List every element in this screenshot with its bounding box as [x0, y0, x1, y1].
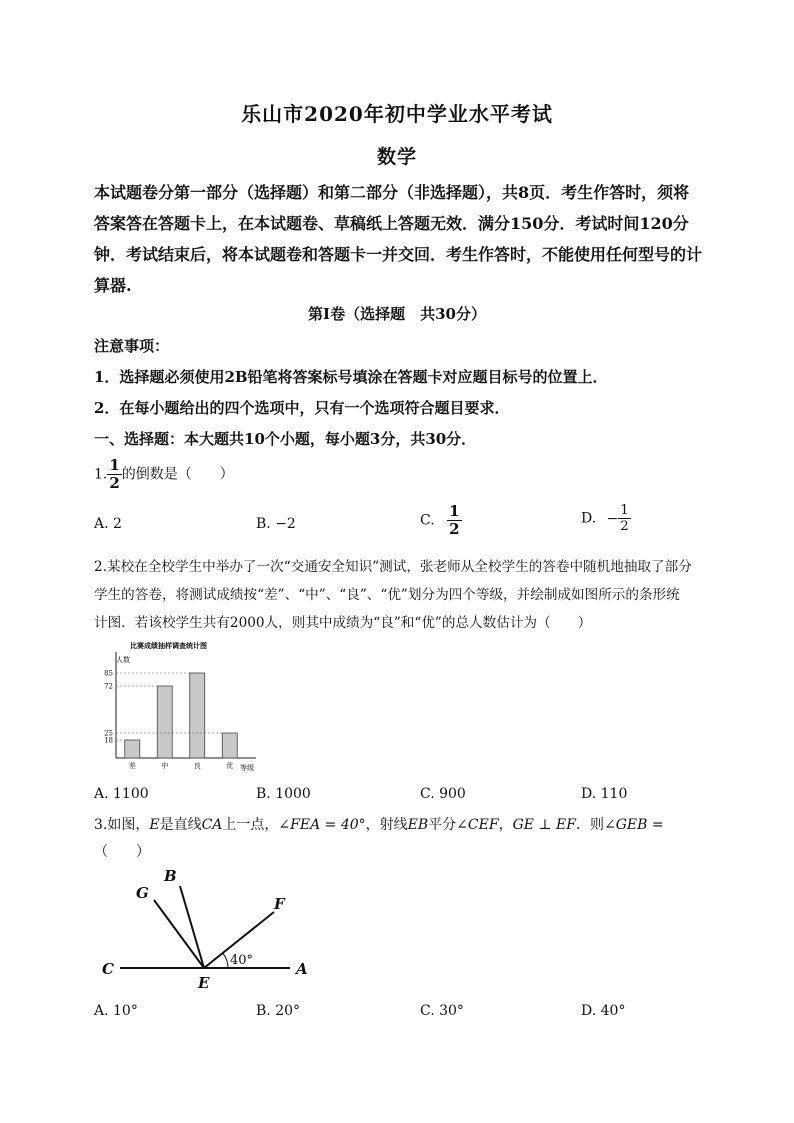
bar: [125, 740, 140, 758]
q3-answer-paren: （ ）: [94, 844, 150, 860]
q3-stem: 3.如图，E是直线CA上一点，∠FEA = 40°，射线EB平分∠CEF，GE ⊥ EF．则∠GEB =: [94, 817, 664, 833]
x-tick-label: 中: [161, 762, 169, 770]
q3-option-a: A. 10°: [94, 1003, 138, 1019]
note-2: 2．在每小题给出的四个选项中，只有一个选项符合题目要求．: [94, 399, 510, 417]
label-g: G: [136, 884, 149, 902]
intro-line-4: 算器.: [94, 276, 132, 295]
chart-x-label: 等级: [240, 764, 254, 772]
y-tick-label: 85: [104, 669, 113, 678]
bar-chart: [94, 636, 274, 781]
q2-option-a: A. 1100: [94, 786, 149, 802]
q1-option-d: D. − $\frac{1}{2}$: [581, 503, 629, 534]
q2-line-3: 计图．若该校学生共有2000人，则其中成绩为“良”和“优”的总人数估计为（ ）: [94, 615, 592, 631]
intro-line-1: 本试题卷分第一部分（选择题）和第二部分（非选择题），共8页．考生作答时，须将: [94, 183, 690, 202]
bar: [222, 733, 237, 758]
chart-title: 比赛成绩抽样调查统计图: [130, 641, 207, 650]
label-b: B: [164, 867, 177, 885]
label-c: C: [102, 960, 114, 978]
q1-option-b: B. −2: [256, 516, 296, 532]
y-tick-label: 25: [104, 729, 113, 738]
q1-option-a: A. 2: [94, 516, 122, 532]
x-tick-label: 良: [193, 762, 201, 770]
q2-option-b: B. 1000: [256, 786, 311, 802]
q2-line-2: 学生的答卷，将测试成绩按“差”、“中”、“良”、“优”划分为四个等级，并绘制成如图所示的条形统: [94, 587, 680, 603]
subject-title: 数学: [376, 146, 417, 168]
x-tick-label: 差: [128, 762, 136, 770]
q2-line-1: 2.某校在全校学生中举办了一次“交通安全知识”测试，张老师从全校学生的答卷中随机地抽取了部分: [94, 559, 692, 575]
q2-option-d: D. 110: [581, 786, 628, 802]
question-1-stem: [94, 458, 234, 491]
bar: [190, 673, 205, 758]
angle-label: 40°: [230, 953, 254, 968]
y-tick-label: 18: [104, 736, 113, 745]
angle-arc: [223, 953, 228, 968]
chart-y-label: 人数: [116, 656, 130, 664]
bar: [157, 686, 172, 758]
ray-eg: [154, 900, 204, 968]
label-e: E: [198, 974, 210, 992]
q1-option-c: C. $\frac{1}{2}$: [420, 502, 460, 538]
x-tick-label: 优: [226, 762, 234, 770]
ray-eb: [180, 886, 204, 968]
section-heading: 一、选择题：本大题共10个小题，每小题3分，共30分．: [94, 430, 477, 448]
q3-option-b: B. 20°: [256, 1003, 301, 1019]
label-f: F: [274, 895, 285, 913]
intro-line-2: 答案答在答题卡上，在本试题卷、草稿纸上答题无效．满分150分．考试时间120分: [94, 214, 689, 233]
q3-option-c: C. 30°: [420, 1003, 464, 1019]
q2-option-c: C. 900: [420, 786, 466, 802]
q1-fraction: $\frac{1}{2}$: [109, 456, 120, 492]
intro-line-3: 钟．考试结束后，将本试题卷和答题卡一并交回．考生作答时，不能使用任何型号的计: [94, 245, 703, 264]
part1-heading: 第Ⅰ卷（选择题 共30分）: [308, 305, 486, 323]
q1-stem-text: 的倒数是（ ）: [121, 466, 234, 483]
y-tick-label: 72: [104, 682, 113, 691]
label-a: A: [296, 960, 308, 978]
notes-title: 注意事项：: [94, 337, 170, 355]
note-1: 1．选择题必须使用2B铅笔将答案标号填涂在答题卡对应题目标号的位置上．: [94, 368, 608, 386]
exam-title: 乐山市2020年初中学业水平考试: [241, 102, 553, 126]
q1-number: 1.: [94, 466, 108, 483]
q3-option-d: D. 40°: [581, 1003, 626, 1019]
geometry-figure: [94, 862, 334, 994]
